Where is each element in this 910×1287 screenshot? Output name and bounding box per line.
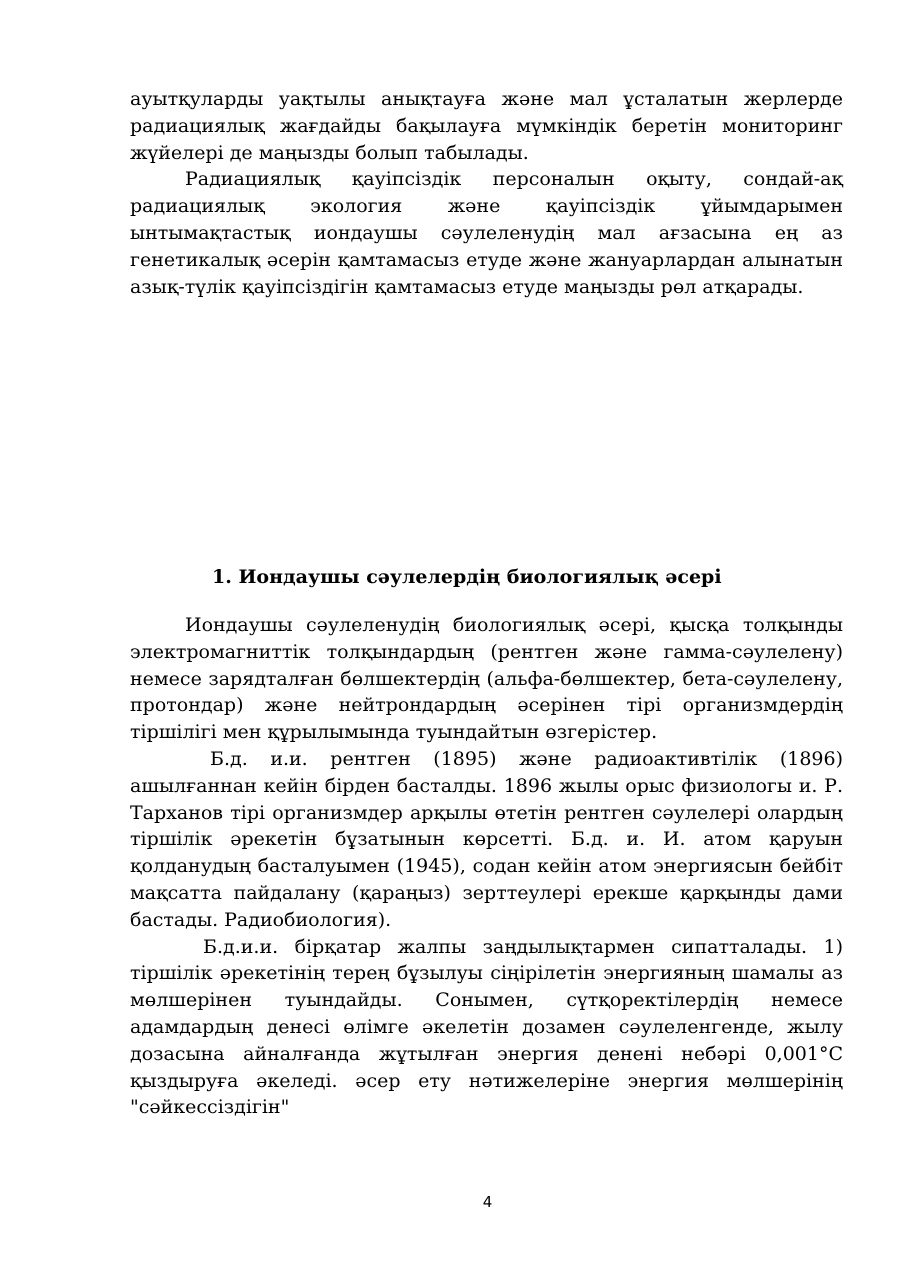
page-number: 4 xyxy=(482,1193,493,1211)
section-paragraph-history: Б.д. и.и. рентген (1895) және радиоактивтілік (1896) ашылғаннан кейін бірден басталды. 1896 жылы орыс физиологы и. Р. Тарханов тірі организмдер арқылы өтетін рентген сәулелері олардың тіршілік әрекетін бұзатынын көрсетті. Б.д. и. И. атом қаруын қолданудың басталуымен (1945), содан кейін атом энергиясын бейбіт мақсатта пайдалану (қараңыз) зерттеулері ерекше қарқынды дами бастады. Радиобиология). xyxy=(130,747,843,931)
intro-paragraph-continuation: ауытқуларды уақтылы анықтауға және мал ұсталатын жерлерде радиациялық жағдайды бақылауға мүмкіндік беретін мониторинг жүйелері де маңызды болып табылады. xyxy=(130,88,843,164)
section-text-block xyxy=(130,612,843,1121)
section-paragraph-regularities: Б.д.и.и. бірқатар жалпы заңдылықтармен сипатталады. 1) тіршілік әрекетінің терең бұзылуы сіңірілетін энергияның шамалы аз мөлшерінен туындайды. Сонымен, сүтқоректілердің немесе адамдардың денесі өлімге әкелетін дозамен сәулеленгенде, жылу дозасына айналғанда жұтылған энергия денені небәрі 0,001°C қыздыруға әкеледі. әсер ету нәтижелеріне энергия мөлшерінің "сәйкессіздігін" xyxy=(130,935,843,1119)
section-heading: 1. Иондаушы сәулелердің биологиялық әсері xyxy=(212,566,722,588)
intro-text-block xyxy=(130,86,843,300)
section-paragraph-definition: Иондаушы сәулеленудің биологиялық әсері, қысқа толқынды электромагниттік толқындардың (рентген және гамма-сәулелену) немесе зарядталған бөлшектердің (альфа-бөлшектер, бета-сәулелену, протондар) және нейтрондардың әсерінен тірі организмдердің тіршілігі мен құрылымында туындайтын өзгерістер. xyxy=(130,614,843,744)
intro-paragraph-radiation-safety: Радиациялық қауіпсіздік персоналын оқыту, сондай-ақ радиациялық экология және қауіпсіздік ұйымдарымен ынтымақтастық иондаушы сәулеленудің мал ағзасына ең аз генетикалық әсерін қамтамасыз етуде және жануарлардан алынатын азық-түлік қауіпсіздігін қамтамасыз етуде маңызды рөл атқарады. xyxy=(130,168,843,298)
